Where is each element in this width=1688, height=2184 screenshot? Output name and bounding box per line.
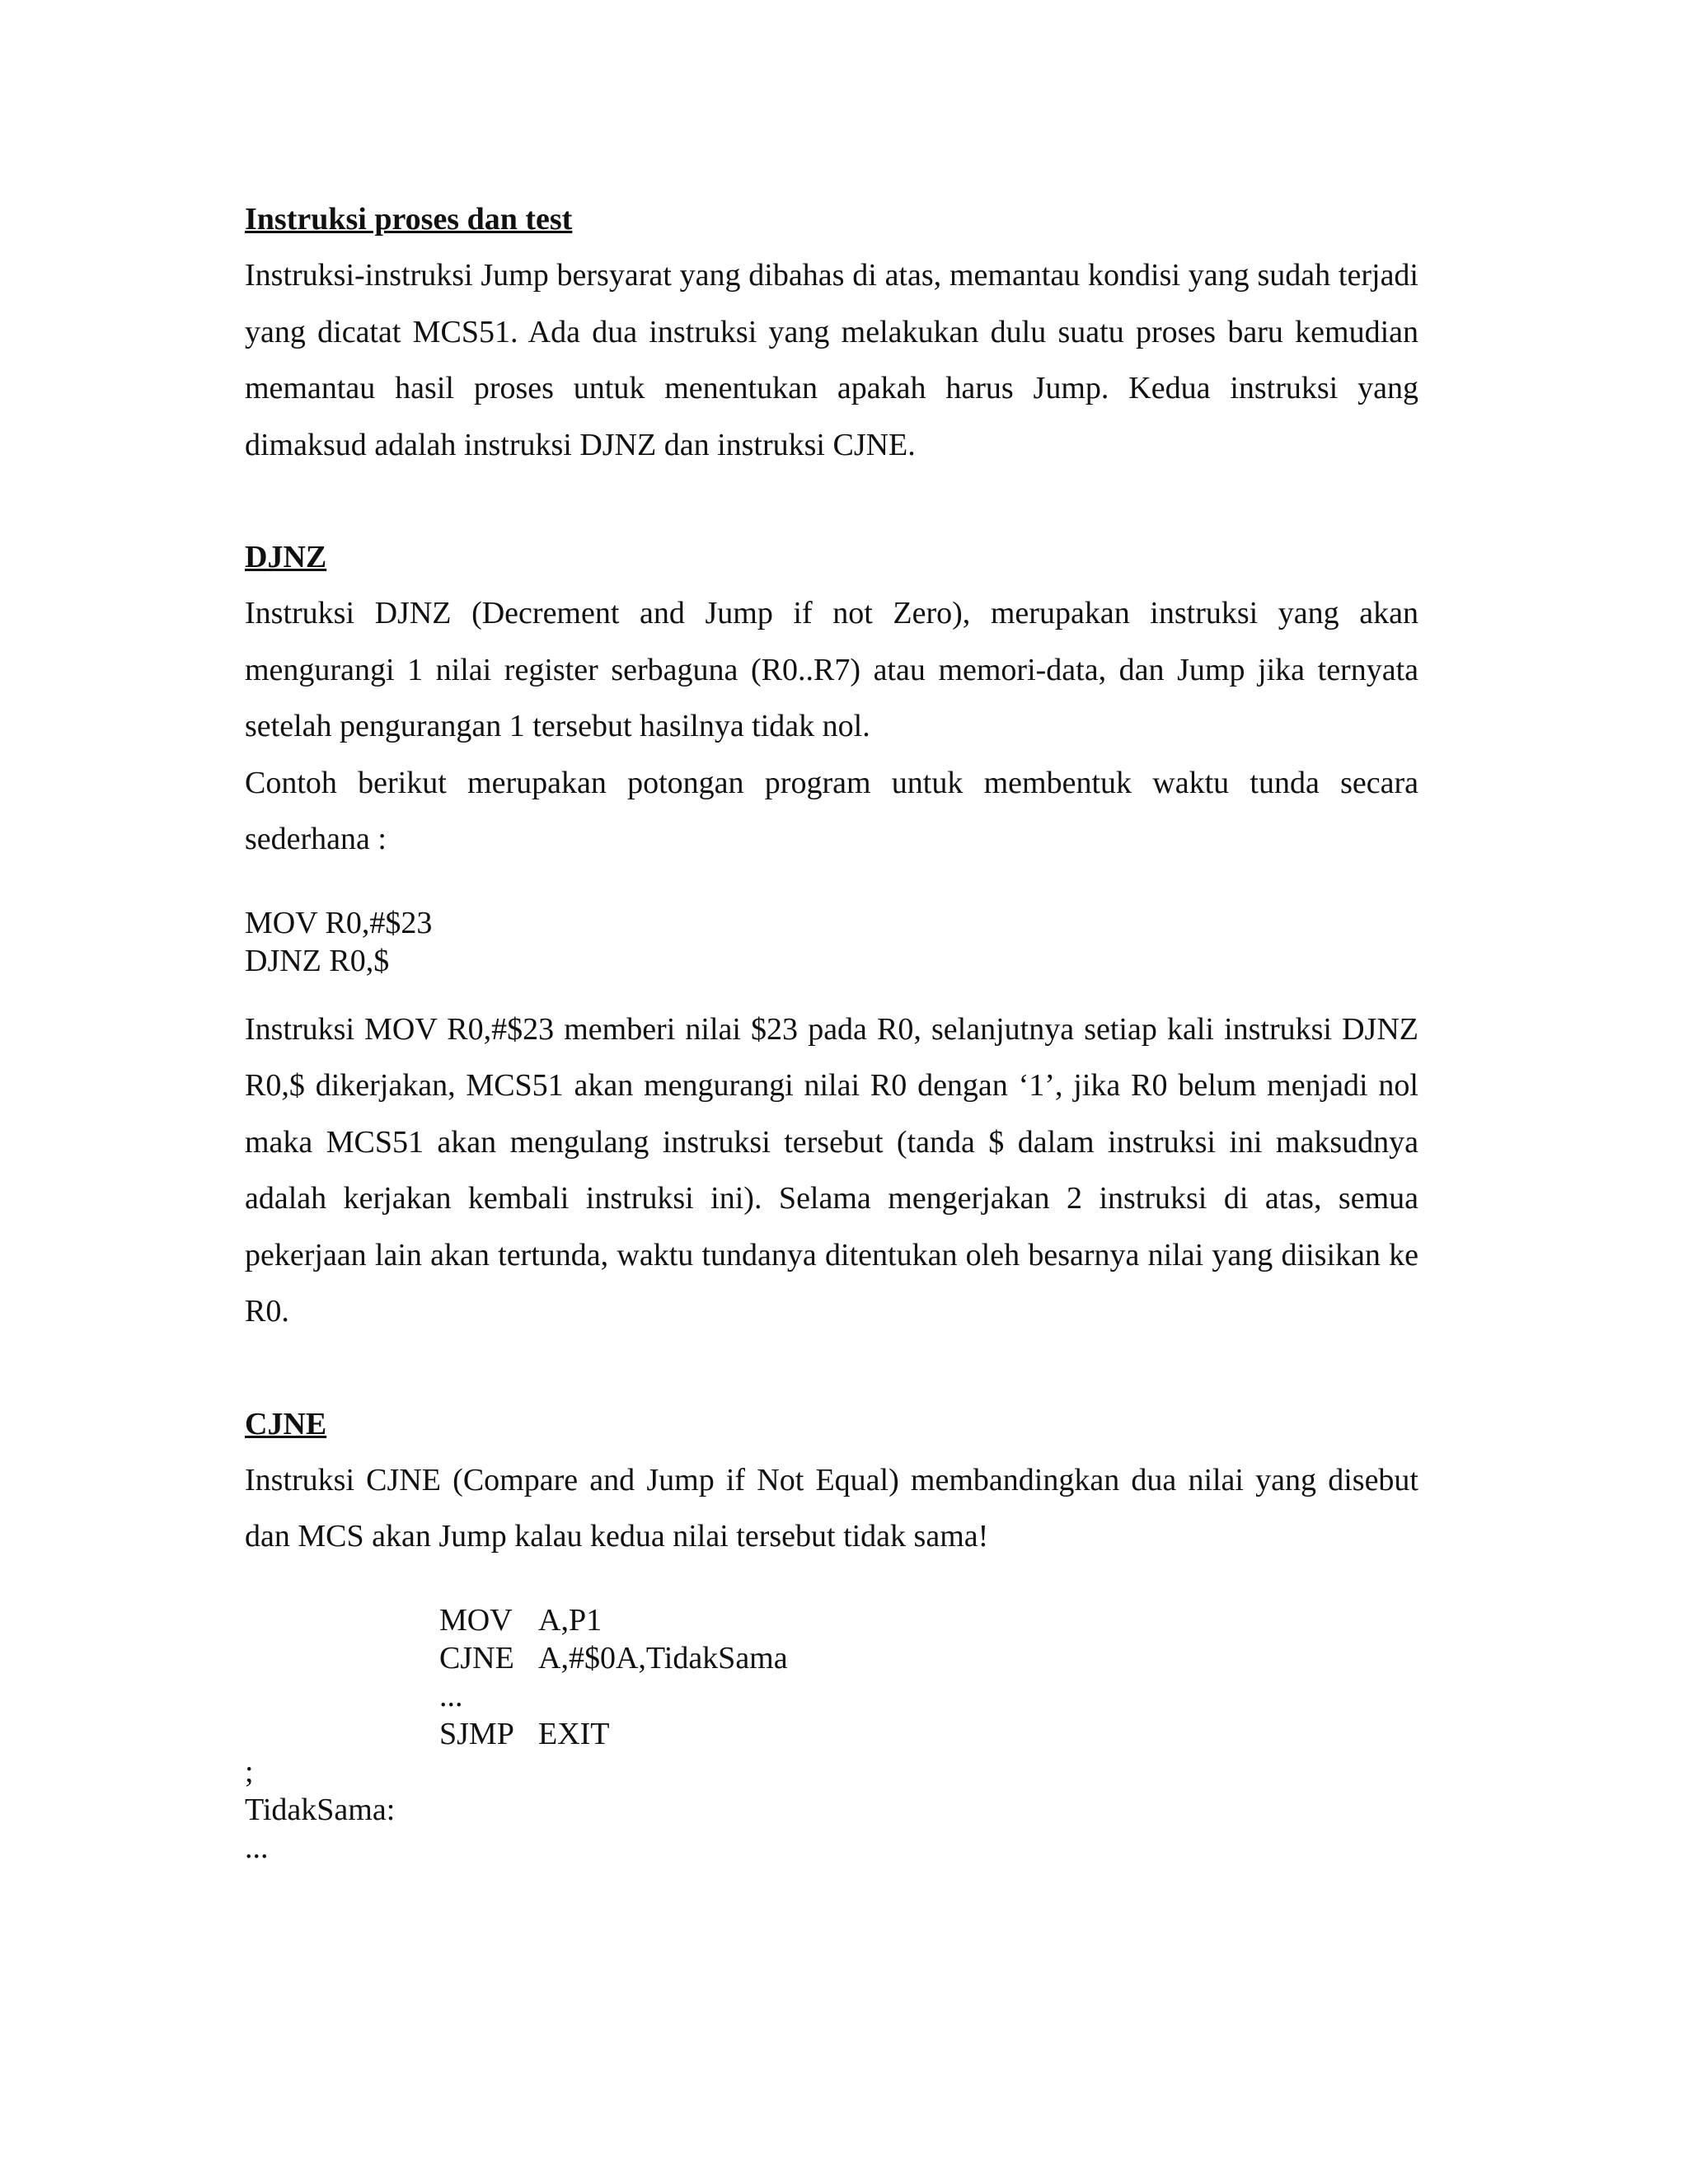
code-line: MOV R0,#$23 — [245, 905, 433, 940]
code-line — [439, 1639, 1418, 1677]
paragraph-djnz-example-intro: Contoh berikut merupakan potongan program untuk membentuk waktu tunda secara sederhana : — [245, 765, 1418, 856]
section-heading-cjne: CJNE — [245, 1406, 327, 1441]
code-line — [439, 1715, 1418, 1753]
section-heading-proses-test: Instruksi proses dan test — [245, 202, 573, 237]
code-line — [439, 1601, 1418, 1639]
paragraph-cjne-definition: Instruksi CJNE (Compare and Jump if Not Equal) membandingkan dua nilai yang disebut dan MCS akan Jump kalau kedua nilai tersebut tidak sama! — [245, 1462, 1418, 1554]
code-line: TidakSama: — [245, 1792, 396, 1827]
paragraph-intro: Instruksi-instruksi Jump bersyarat yang dibahas di atas, memantau kondisi yang sudah terjadi yang dicatat MCS51. Ada dua instruksi yang melakukan dulu suatu proses baru kemudian memantau hasil proses untuk menentukan apakah harus Jump. Kedua instruksi yang dimaksud adalah instruksi DJNZ dan instruksi CJNE. — [245, 258, 1418, 462]
code-block-djnz — [245, 904, 1418, 980]
spacer — [245, 1340, 1418, 1396]
spacer — [245, 868, 1418, 904]
code-operand: A,P1 — [538, 1602, 603, 1638]
code-line: DJNZ R0,$ — [245, 943, 390, 978]
code-line: ; — [245, 1754, 254, 1789]
code-block-cjne — [439, 1601, 1418, 1753]
code-operand: A,#$0A,TidakSama — [538, 1640, 788, 1675]
code-line — [439, 1677, 1418, 1715]
code-opcode: CJNE — [439, 1640, 514, 1675]
spacer — [245, 1565, 1418, 1601]
spacer — [245, 980, 1418, 1001]
paragraph-djnz-definition: Instruksi DJNZ (Decrement and Jump if not Zero), merupakan instruksi yang akan mengurangi 1 nilai register serbaguna (R0..R7) atau memori-data, dan Jump jika ternyata setelah pengurangan 1 tersebut hasilnya tidak nol. — [245, 596, 1418, 743]
code-opcode: MOV — [439, 1602, 513, 1638]
code-block-cjne-label — [245, 1753, 1418, 1867]
code-opcode: ... — [439, 1678, 463, 1713]
section-heading-djnz: DJNZ — [245, 540, 327, 574]
code-operand: EXIT — [538, 1716, 610, 1751]
spacer — [245, 473, 1418, 529]
code-line: ... — [245, 1830, 269, 1865]
paragraph-djnz-explanation: Instruksi MOV R0,#$23 memberi nilai $23 pada R0, selanjutnya setiap kali instruksi DJNZ R0,$ dikerjakan, MCS51 akan mengurangi nilai R0 dengan ‘1’, jika R0 belum menjadi nol maka MCS51 akan mengulang instruksi tersebut (tanda $ dalam instruksi ini maksudnya adalah kerjakan kembali instruksi ini). Selama mengerjakan 2 instruksi di atas, semua pekerjaan lain akan tertunda, waktu tundanya ditentukan oleh besarnya nilai yang diisikan ke R0. — [245, 1011, 1418, 1329]
document-page — [245, 191, 1418, 1867]
code-opcode: SJMP — [439, 1716, 514, 1751]
